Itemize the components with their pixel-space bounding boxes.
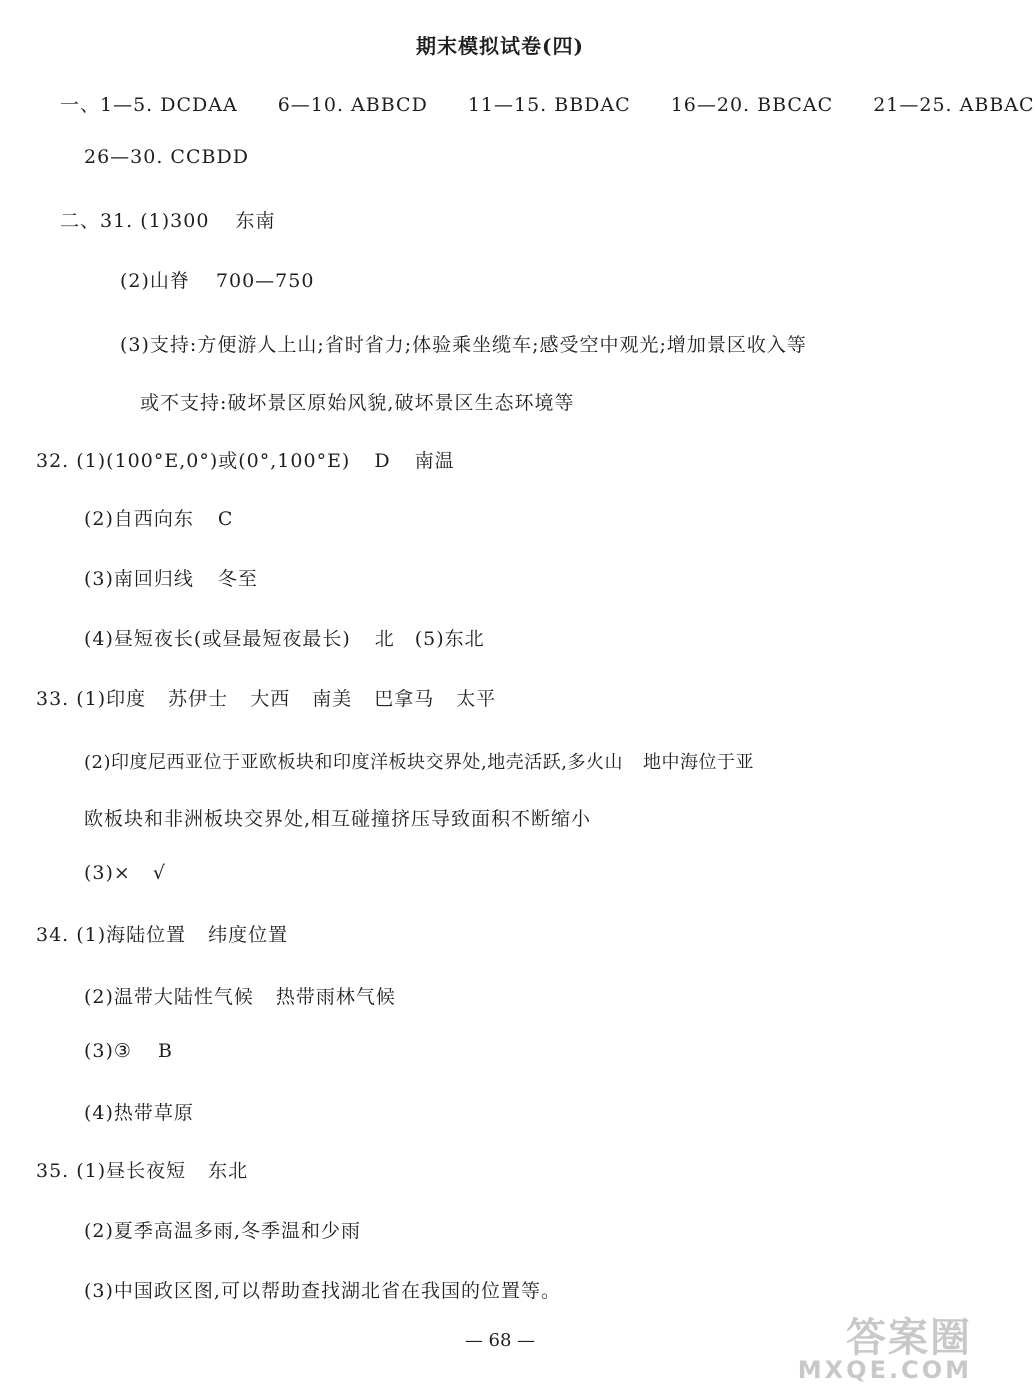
answer-text: 35. (1)昼长夜短 — [36, 1160, 187, 1182]
q35-part1 — [36, 1156, 248, 1183]
answer-text: 太平 — [456, 688, 497, 710]
answer-text: (2)印度尼西亚位于亚欧板块和印度洋板块交界处,地壳活跃,多火山 — [84, 752, 623, 773]
answer-text: (2)山脊 — [120, 270, 190, 292]
answer-text: (3)南回归线 — [84, 568, 194, 590]
answer-text: 东南 — [235, 210, 276, 232]
answer-text: (3)③ — [84, 1040, 132, 1062]
watermark-url: MXQE.COM — [797, 1356, 972, 1384]
answer-text: 南温 — [414, 450, 455, 472]
q32-part1 — [36, 446, 455, 473]
q32-part2 — [84, 504, 233, 531]
q33-part3 — [84, 862, 166, 884]
q33-part2-continued: 欧板块和非洲板块交界处,相互碰撞挤压导致面积不断缩小 — [84, 808, 592, 830]
answer-text: C — [217, 508, 234, 530]
mc-answers-row-1 — [60, 90, 1035, 117]
q31-part2 — [120, 266, 314, 293]
answer-text: 32. (1)(100°E,0°)或(0°,100°E) — [36, 450, 351, 472]
q34-part4: (4)热带草原 — [84, 1102, 194, 1124]
q35-part2: (2)夏季高温多雨,冬季温和少雨 — [84, 1220, 361, 1242]
mc-answer-group: 6—10. ABBCD — [277, 94, 428, 116]
answer-text: (2)温带大陆性气候 — [84, 986, 254, 1008]
watermark-logo — [792, 1306, 982, 1384]
answer-text: 纬度位置 — [208, 924, 289, 946]
answer-text: (4)昼短夜长(或昼最短夜最长) — [84, 628, 351, 650]
answer-text: 苏伊士 — [168, 688, 229, 710]
answer-text: 南美 — [312, 688, 353, 710]
answer-text: (3)× — [84, 862, 131, 884]
q34-part1 — [36, 920, 288, 947]
q34-part2 — [84, 982, 396, 1009]
q31-part3-continued: 或不支持:破坏景区原始风貌,破坏景区生态环境等 — [140, 392, 575, 414]
q33-part2 — [84, 748, 754, 774]
answer-text: √ — [152, 862, 166, 884]
answer-text: 33. (1)印度 — [36, 688, 147, 710]
q31-part3: (3)支持:方便游人上山;省时省力;体验乘坐缆车;感受空中观光;增加景区收入等 — [120, 334, 807, 356]
mc-answers-row-2: 26—30. CCBDD — [84, 146, 249, 168]
answer-text: 二、31. (1)300 — [60, 210, 210, 232]
answer-text: 巴拿马 — [374, 688, 435, 710]
watermark-text: 答案圈 — [846, 1314, 972, 1361]
page-number: — 68 — — [464, 1330, 536, 1351]
mc-answer-group: 11—15. BBDAC — [467, 94, 631, 116]
q35-part3: (3)中国政区图,可以帮助查找湖北省在我国的位置等。 — [84, 1280, 561, 1302]
answer-text: (5)东北 — [414, 628, 485, 650]
answer-text: 东北 — [208, 1160, 249, 1182]
answer-text: 34. (1)海陆位置 — [36, 924, 187, 946]
q31-part1 — [60, 206, 275, 233]
q32-part4 — [84, 624, 485, 651]
answer-text: 700—750 — [215, 270, 315, 292]
mc-answer-group: 16—20. BBCAC — [670, 94, 834, 116]
answer-text: 冬至 — [217, 568, 258, 590]
answer-text: 北 — [374, 628, 395, 650]
answer-text: 地中海位于亚 — [642, 752, 754, 773]
q33-part1 — [36, 684, 496, 711]
answer-text: B — [157, 1040, 173, 1062]
mc-answer-group: 一、1—5. DCDAA — [60, 94, 238, 116]
mc-answer-group: 21—25. ABBAC — [873, 94, 1035, 116]
q32-part3 — [84, 564, 258, 591]
page-title: 期末模拟试卷(四) — [416, 34, 584, 58]
answer-text: 热带雨林气候 — [275, 986, 396, 1008]
answer-text: D — [374, 450, 391, 472]
answer-text: 大西 — [250, 688, 291, 710]
q34-part3 — [84, 1040, 173, 1062]
answer-text: (2)自西向东 — [84, 508, 194, 530]
